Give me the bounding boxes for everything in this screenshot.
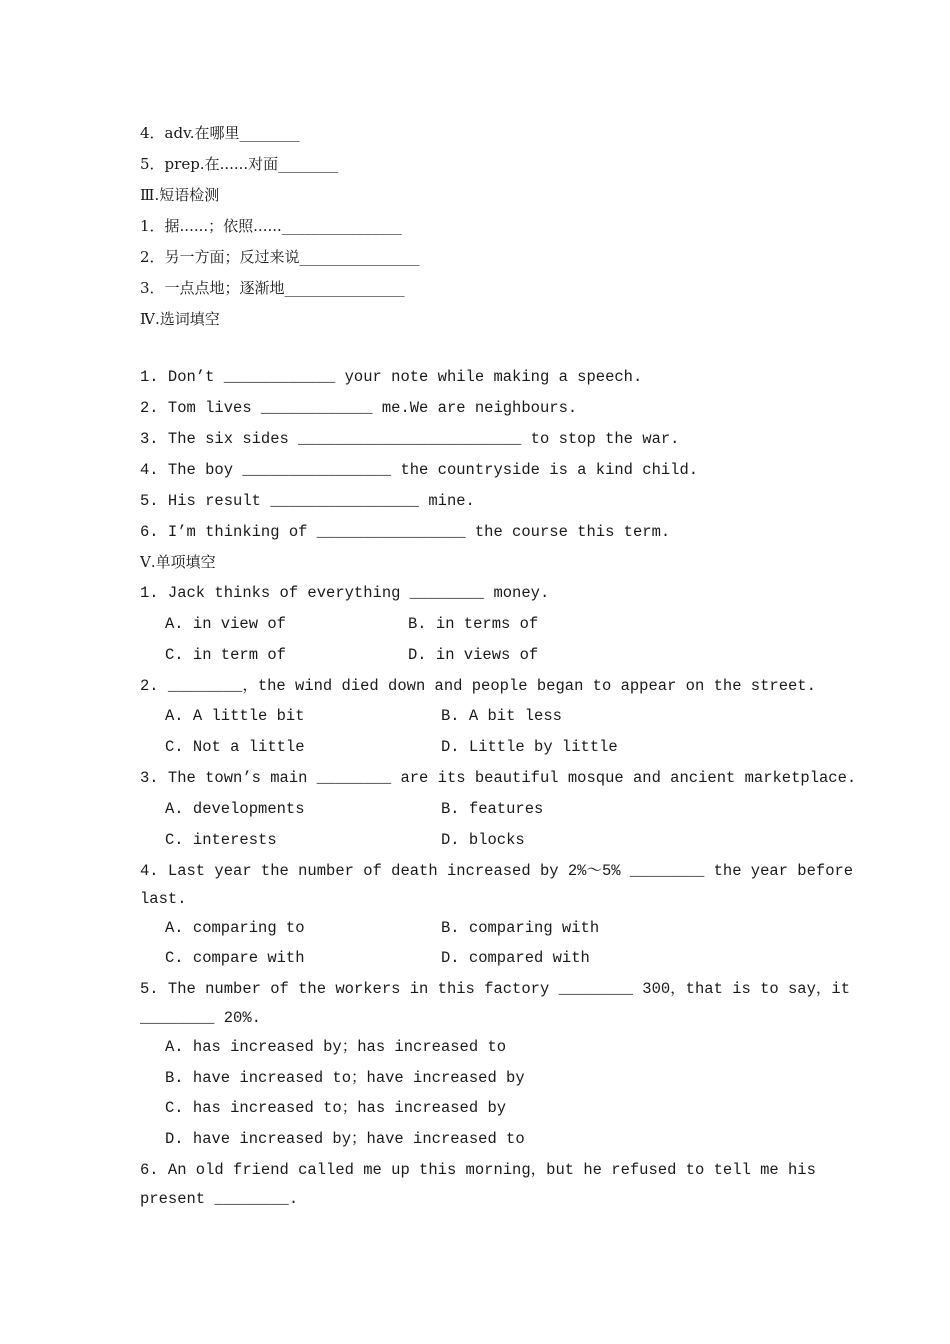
question-3-option-a: A. developments: [165, 800, 305, 818]
vocab-item-5: 5．prep.在......对面________: [140, 155, 339, 173]
question-5-option-d: D. have increased by；have increased to: [165, 1130, 525, 1148]
fill-item-2: 2. Tom lives ____________ me.We are neighbours.: [140, 399, 578, 417]
question-5-option-a: A. has increased by；has increased to: [165, 1038, 507, 1056]
question-1-option-b: B. in terms of: [408, 615, 539, 633]
fill-item-5: 5. His result ________________ mine.: [140, 492, 475, 510]
question-5-option-c: C. has increased to；has increased by: [165, 1099, 507, 1117]
question-2-option-b: B. A bit less: [441, 707, 562, 725]
fill-item-4: 4. The boy ________________ the countryside is a kind child.: [140, 461, 699, 479]
fill-item-3: 3. The six sides ________________________ to stop the war.: [140, 430, 680, 448]
question-4-option-d: D. compared with: [441, 949, 590, 967]
section-heading-phrases: Ⅲ.短语检测: [140, 186, 220, 204]
phrase-item-1: 1．据......；依照......________________: [140, 217, 402, 235]
phrase-item-3: 3．一点点地；逐渐地________________: [140, 279, 405, 297]
question-4-stem: 4. Last year the number of death increased by 2%～5% ________ the year before: [140, 862, 854, 880]
question-6-stem-continued: present ________.: [140, 1190, 299, 1208]
question-4-stem-continued: last.: [140, 890, 187, 908]
question-2-option-a: A. A little bit: [165, 707, 305, 725]
question-3-option-b: B. features: [441, 800, 544, 818]
question-2-stem: 2. ________，the wind died down and people began to appear on the street.: [140, 677, 816, 695]
question-2-option-d: D. Little by little: [441, 738, 618, 756]
question-4-option-c: C. compare with: [165, 949, 305, 967]
question-4-option-b: B. comparing with: [441, 919, 600, 937]
phrase-item-2: 2．另一方面；反过来说________________: [140, 248, 420, 266]
question-1-option-a: A. in view of: [165, 615, 286, 633]
question-4-option-a: A. comparing to: [165, 919, 305, 937]
question-1-option-d: D. in views of: [408, 646, 539, 664]
question-3-stem: 3. The town’s main ________ are its beautiful mosque and ancient marketplace.: [140, 769, 857, 787]
fill-item-6: 6. I’m thinking of ________________ the course this term.: [140, 523, 671, 541]
vocab-item-4: 4．adv.在哪里________: [140, 124, 300, 142]
question-1-stem: 1. Jack thinks of everything ________ money.: [140, 584, 550, 602]
question-5-stem-continued: ________ 20%.: [140, 1009, 261, 1027]
question-1-option-c: C. in term of: [165, 646, 286, 664]
fill-item-1: 1. Don’t ____________ your note while making a speech.: [140, 368, 643, 386]
question-3-option-d: D. blocks: [441, 831, 525, 849]
question-3-option-c: C. interests: [165, 831, 277, 849]
section-heading-single-choice: Ⅴ.单项填空: [140, 553, 216, 571]
question-2-option-c: C. Not a little: [165, 738, 305, 756]
section-heading-fill-words: Ⅳ.选词填空: [140, 310, 220, 328]
question-6-stem: 6. An old friend called me up this morning，but he refused to tell me his: [140, 1161, 816, 1179]
question-5-option-b: B. have increased to；have increased by: [165, 1069, 525, 1087]
question-5-stem: 5. The number of the workers in this factory ________ 300，that is to say，it: [140, 980, 851, 998]
